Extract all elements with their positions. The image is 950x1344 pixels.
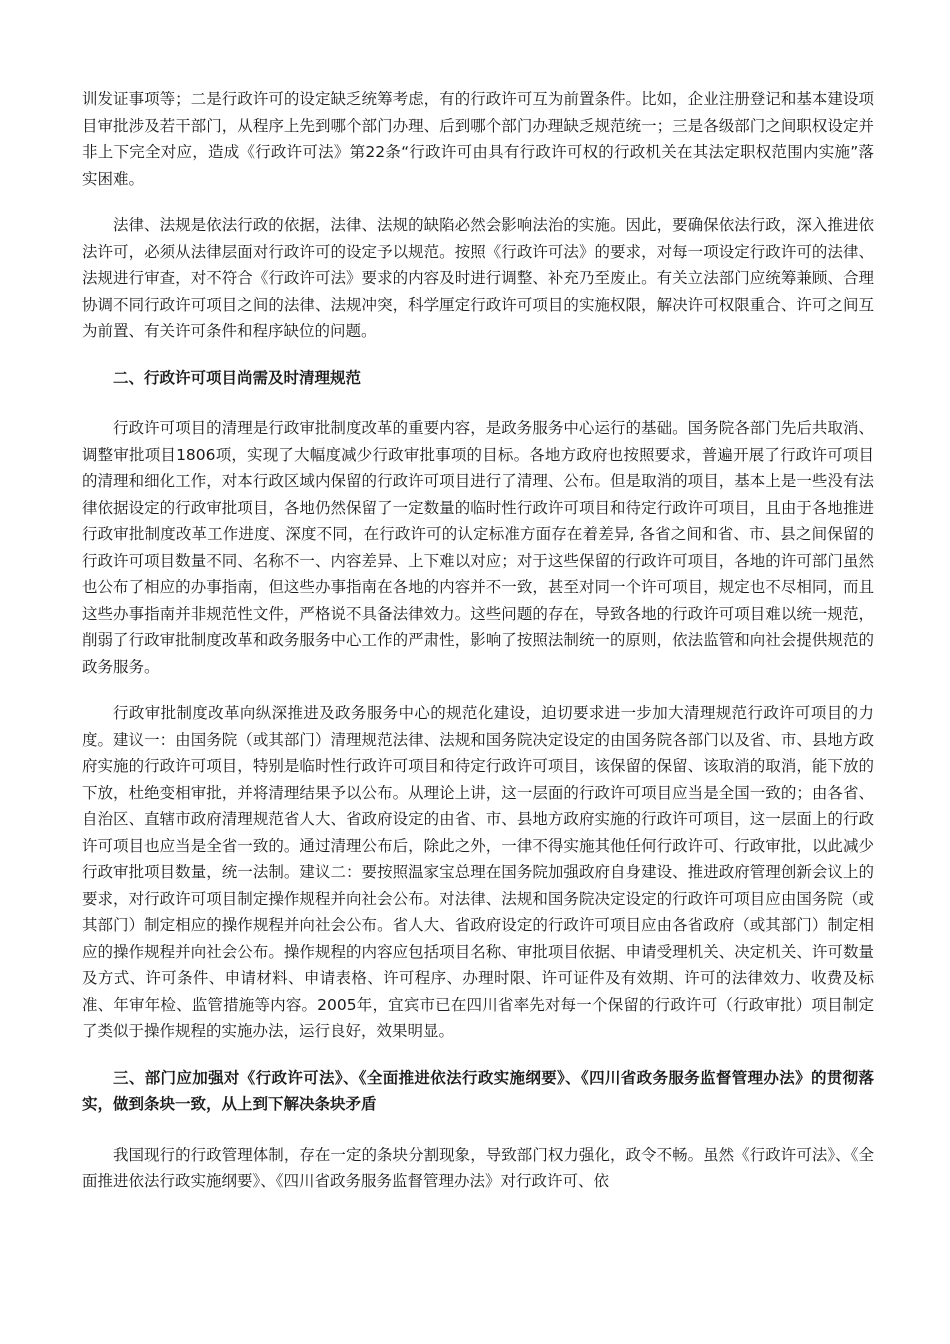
paragraph-legal-basis: 法律、法规是依法行政的依据，法律、法规的缺陷必然会影响法治的实施。因此，要确保依法行政，深入推进依法许可，必须从法律层面对行政许可的设定予以规范。按照《行政许可法》的要求，对每一项设定行政许可的法律、法规进行审查，对不符合《行政许可法》要求的内容及时进行调整、补充乃至废止。有关立法部门应统筹兼顾、合理协调不同行政许可项目之间的法律、法规冲突，科学厘定行政许可项目的实施权限，解决许可权限重合、许可之间互为前置、有关许可条件和程序缺位的问题。: [82, 216, 874, 340]
paragraph-recommendations: 行政审批制度改革向纵深推进及政务服务中心的规范化建设，迫切要求进一步加大清理规范行政许可项目的力度。建议一：由国务院（或其部门）清理规范法律、法规和国务院决定设定的由国务院各部门以及省、市、县地方政府实施的行政许可项目，特别是临时性行政许可项目和待定行政许可项目，该保留的保留、该取消的取消，能下放的下放，杜绝变相审批，并将清理结果予以公布。从理论上讲，这一层面的行政许可项目应当是全国一致的；由各省、自治区、直辖市政府清理规范省人大、省政府设定的由省、市、县地方政府实施的行政许可项目，这一层面上的行政许可项目也应当是全省一致的。通过清理公布后，除此之外，一律不得实施其他任何行政许可、行政审批，以此减少行政审批项目数量，统一法制。建议二：要按照温家宝总理在国务院加强政府自身建设、推进政府管理创新会议上的要求，对行政许可项目制定操作规程并向社会公布。对法律、法规和国务院决定设定的行政许可项目应由国务院（或其部门）制定相应的操作规程并向社会公布。省人大、省政府设定的行政许可项目应由各省政府（或其部门）制定相应的操作规程并向社会公布。操作规程的内容应包括项目名称、审批项目依据、申请受理机关、决定机关、许可数量及方式、许可条件、申请材料、申请表格、许可程序、办理时限、许可证件及有效期、许可的法律效力、收费及标准、年审年检、监管措施等内容。2005年，宜宾市已在四川省率先对每一个保留的行政许可（行政审批）项目制定了类似于操作规程的实施办法，运行良好，效果明显。: [82, 704, 874, 1040]
paragraph-admin-system: 我国现行的行政管理体制，存在一定的条块分割现象，导致部门权力强化，政令不畅。虽然《行政许可法》、《全面推进依法行政实施纲要》、《四川省政务服务监督管理办法》对行政许可、依: [82, 1145, 874, 1190]
paragraph-continuation: 训发证事项等；二是行政许可的设定缺乏统筹考虑，有的行政许可互为前置条件。比如，企业注册登记和基本建设项目审批涉及若干部门，从程序上先到哪个部门办理、后到哪个部门办理缺乏规范统一；三是各级部门之间职权设定并非上下完全对应，造成《行政许可法》第22条“行政许可由具有行政许可权的行政机关在其法定职权范围内实施”落实困难。: [82, 90, 874, 188]
paragraph-project-cleanup: 行政许可项目的清理是行政审批制度改革的重要内容，是政务服务中心运行的基础。国务院各部门先后共取消、调整审批项目1806项，实现了大幅度减少行政审批事项的目标。各地方政府也按照要求，普遍开展了行政许可项目的清理和细化工作，对本行政区域内保留的行政许可项目进行了清理、公布。但是取消的项目，基本上是一些没有法律依据设定的行政审批项目，各地仍然保留了一定数量的临时性行政许可项目和待定行政许可项目，且由于各地推进行政审批制度改革工作进度、深度不同，在行政许可的认定标准方面存在着差异, 各省之间和省、市、县之间保留的行政许可项目数量不同、名称不一、内容差异、上下难以对应；对于这些保留的行政许可项目，各地的许可部门虽然也公布了相应的办事指南，但这些办事指南在各地的内容并不一致，甚至对同一个许可项目，规定也不尽相同，而且这些办事指南并非规范性文件，严格说不具备法律效力。这些问题的存在，导致各地的行政许可项目难以统一规范，削弱了行政审批制度改革和政务服务中心工作的严肃性，影响了按照法制统一的原则，依法监管和向社会提供规范的政务服务。: [82, 419, 874, 676]
section-heading-3: 三、部门应加强对《行政许可法》、《全面推进依法行政实施纲要》、《四川省政务服务监督管理办法》的贯彻落实，做到条块一致，从上到下解决条块矛盾: [82, 1068, 874, 1113]
section-heading-2: 二、行政许可项目尚需及时清理规范: [113, 368, 362, 387]
